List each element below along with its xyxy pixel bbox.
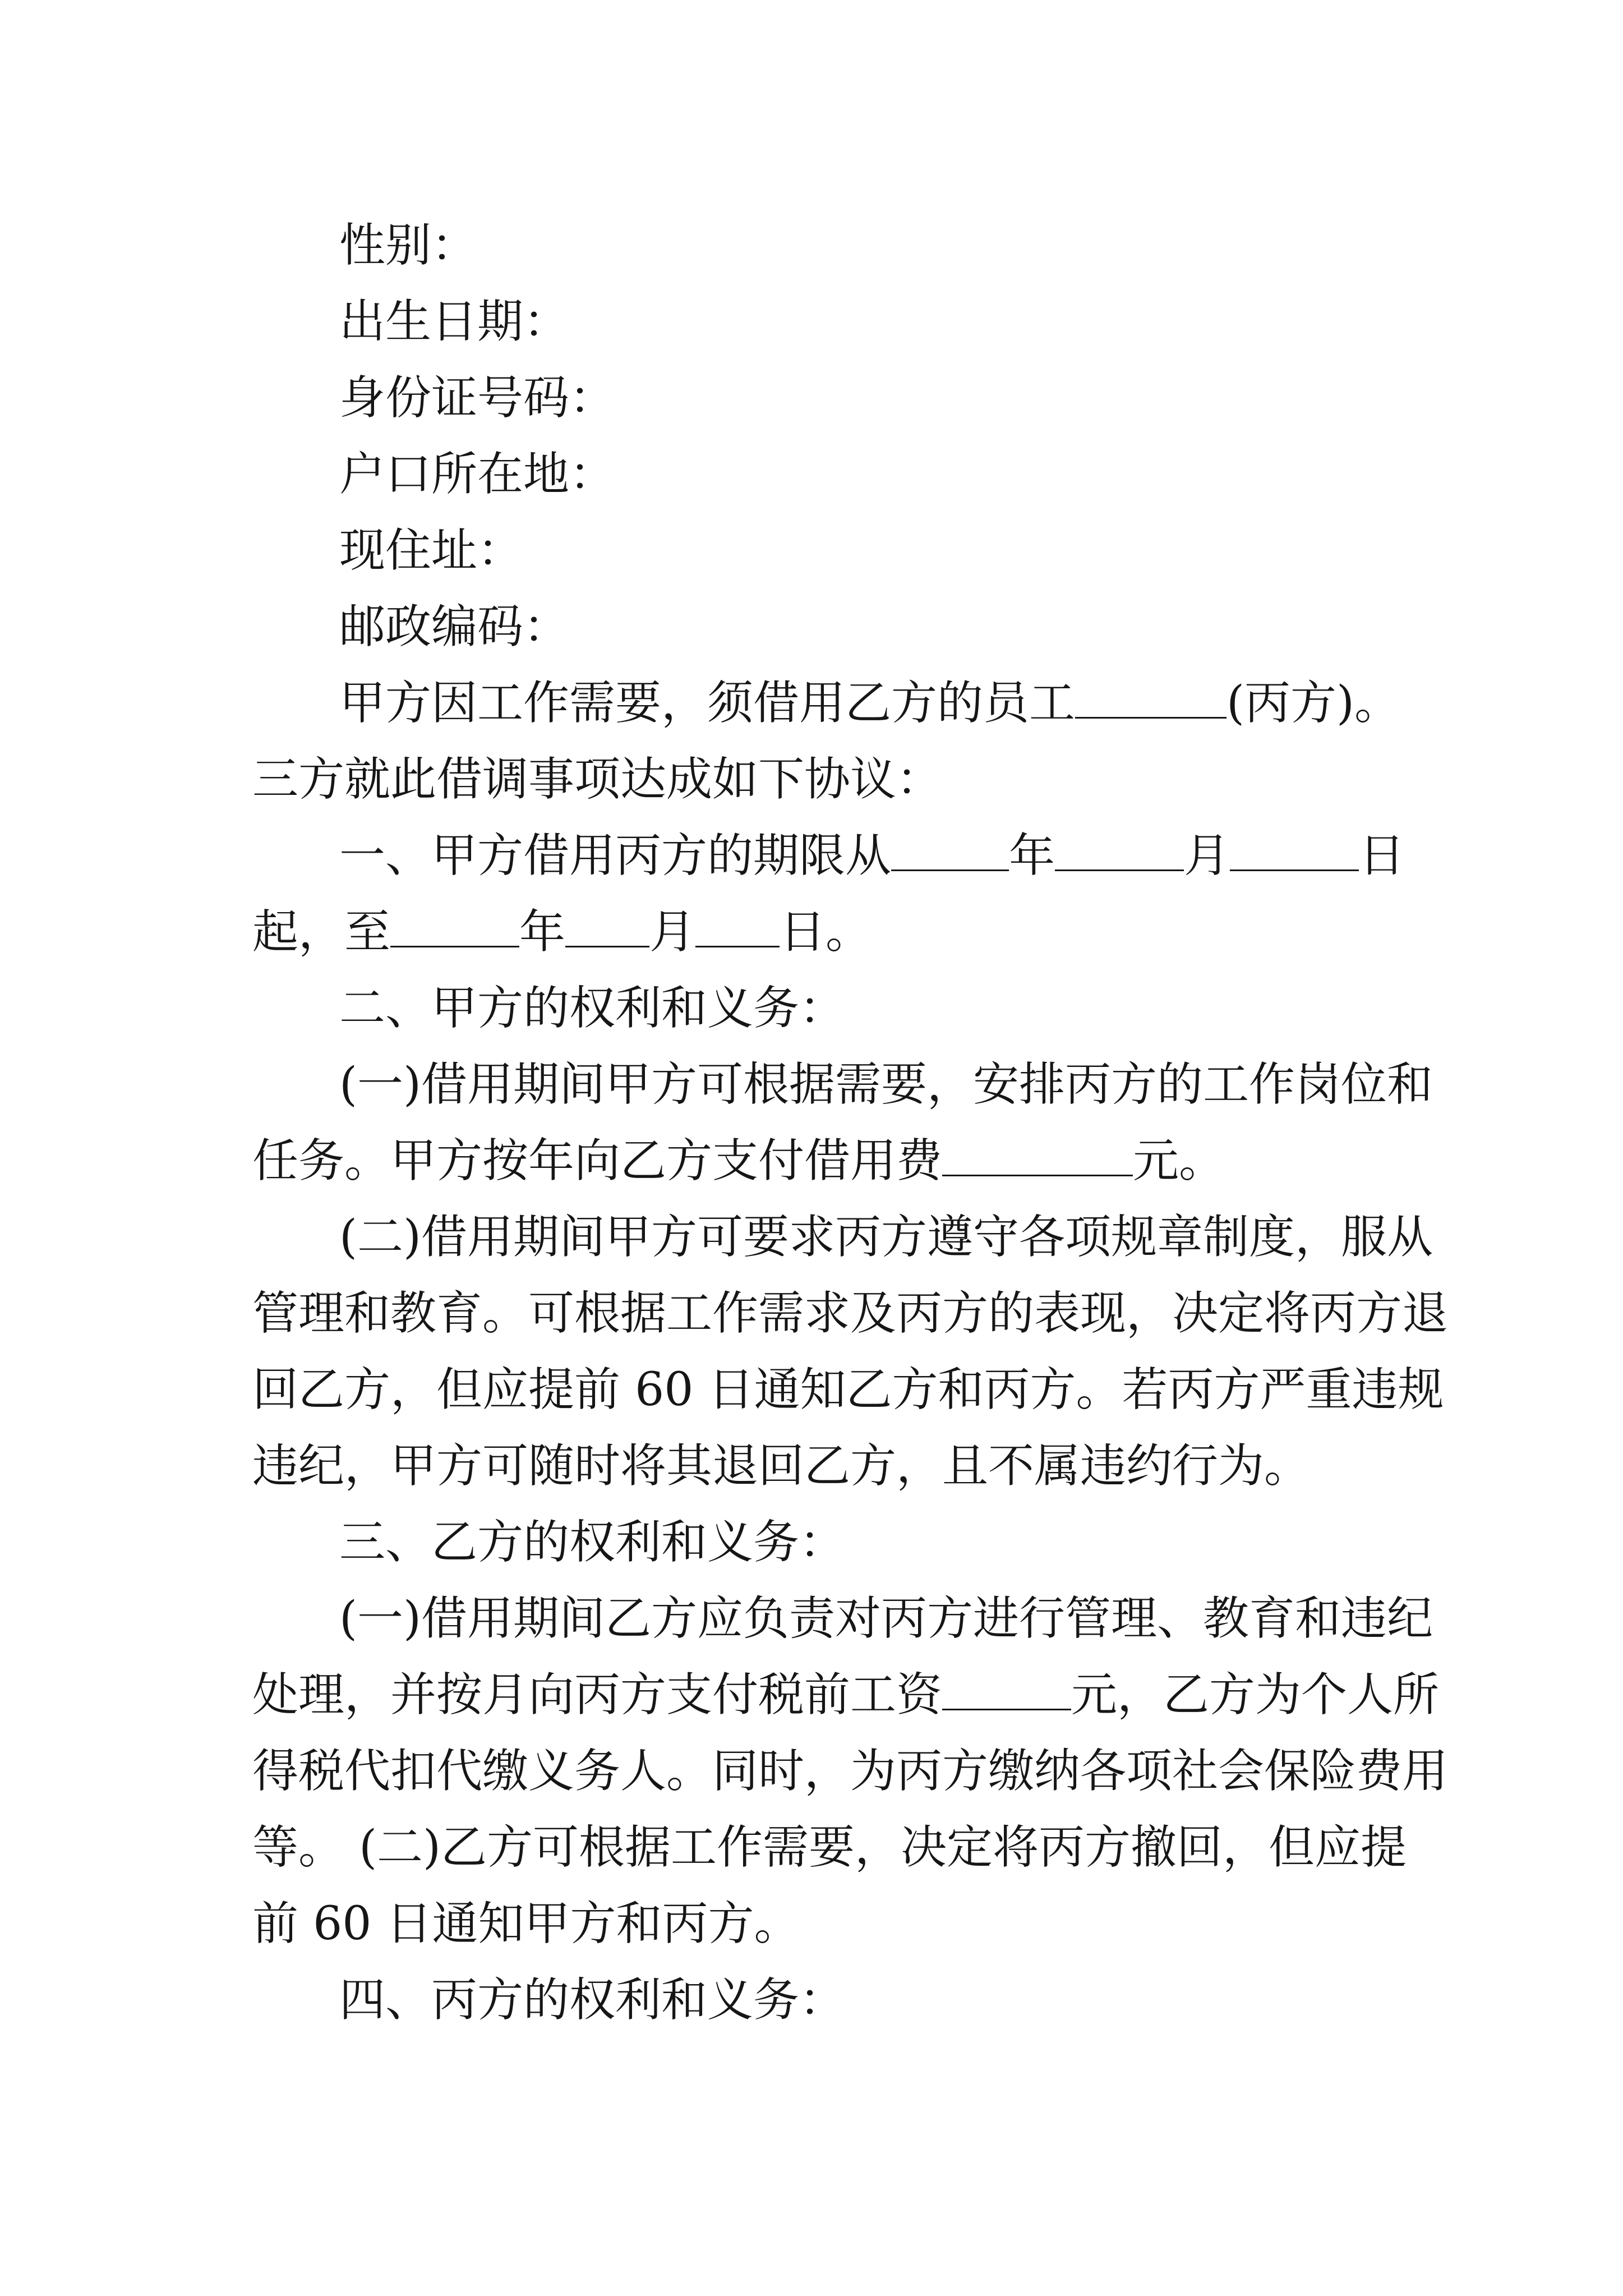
field-household-registration: 户口所在地： bbox=[339, 448, 616, 501]
section-2-p1-line-1: (一)借用期间甲方可根据需要，安排丙方的工作岗位和 bbox=[339, 1058, 1433, 1111]
end-year-blank bbox=[390, 904, 519, 947]
section-3-heading: 三、乙方的权利和义务： bbox=[339, 1516, 846, 1569]
intro-party-c: (丙方)。 bbox=[1227, 677, 1400, 730]
section-2-p2-line-3: 回乙方，但应提前 60 日通知乙方和丙方。若丙方严重违规 bbox=[252, 1363, 1444, 1416]
section-2-heading: 二、甲方的权利和义务： bbox=[339, 982, 846, 1035]
salary-blank bbox=[942, 1667, 1071, 1710]
section-1-line-2 bbox=[252, 904, 1380, 960]
field-gender: 性别： bbox=[339, 219, 478, 272]
field-postal-code: 邮政编码： bbox=[339, 600, 570, 654]
year-label: 年 bbox=[1009, 829, 1055, 882]
section-3-p1-line-5: 前 60 日通知甲方和丙方。 bbox=[252, 1897, 800, 1950]
section-4-heading: 四、丙方的权利和义务： bbox=[339, 1973, 846, 2027]
month-label: 月 bbox=[1184, 829, 1230, 882]
day-label-2: 日。 bbox=[780, 905, 872, 959]
section-3-p1-line-1: (一)借用期间乙方应负责对丙方进行管理、教育和违纪 bbox=[339, 1592, 1433, 1645]
intro-text: 甲方因工作需要，须借用乙方的员工 bbox=[339, 677, 1076, 730]
fee-unit: 元。 bbox=[1133, 1134, 1225, 1188]
start-year-blank bbox=[891, 828, 1009, 871]
section-2-p2-line-4: 违纪，甲方可随时将其退回乙方，且不属违约行为。 bbox=[252, 1439, 1311, 1493]
start-month-blank bbox=[1055, 828, 1184, 871]
section-1-text-2: 起，至 bbox=[252, 905, 391, 959]
section-1-line-1 bbox=[339, 828, 1405, 884]
intro-line-1 bbox=[339, 675, 1400, 731]
employee-name-blank bbox=[1075, 675, 1227, 719]
section-1-text: 一、甲方借用丙方的期限从 bbox=[339, 829, 892, 882]
month-label-2: 月 bbox=[649, 905, 696, 959]
salary-text-2: 元，乙方为个人所 bbox=[1071, 1668, 1440, 1722]
section-3-p1-line-4: 等。 (二)乙方可根据工作需要，决定将丙方撤回，但应提 bbox=[252, 1821, 1407, 1874]
fee-text: 任务。甲方按年向乙方支付借用费 bbox=[252, 1134, 943, 1188]
section-2-p2-line-2: 管理和教育。可根据工作需求及丙方的表现，决定将丙方退 bbox=[252, 1287, 1449, 1340]
intro-line-2: 三方就此借调事项达成如下协议： bbox=[252, 753, 943, 806]
section-3-p1-line-2 bbox=[252, 1667, 1440, 1723]
field-current-address: 现住址： bbox=[339, 524, 524, 577]
salary-text: 处理，并按月向丙方支付税前工资 bbox=[252, 1668, 943, 1722]
section-2-p1-line-2 bbox=[252, 1133, 1380, 1189]
section-2-p2-line-1: (二)借用期间甲方可要求丙方遵守各项规章制度，服从 bbox=[339, 1211, 1433, 1264]
field-birth-date: 出生日期： bbox=[339, 295, 570, 348]
end-day-blank bbox=[695, 904, 780, 947]
day-label: 日 bbox=[1359, 829, 1405, 882]
year-label-2: 年 bbox=[519, 905, 566, 959]
field-id-number: 身份证号码： bbox=[339, 371, 616, 425]
section-3-p1-line-3: 得税代扣代缴义务人。同时，为丙方缴纳各项社会保险费用 bbox=[252, 1745, 1449, 1798]
start-day-blank bbox=[1230, 828, 1359, 871]
end-month-blank bbox=[565, 904, 649, 947]
fee-blank bbox=[942, 1133, 1133, 1176]
